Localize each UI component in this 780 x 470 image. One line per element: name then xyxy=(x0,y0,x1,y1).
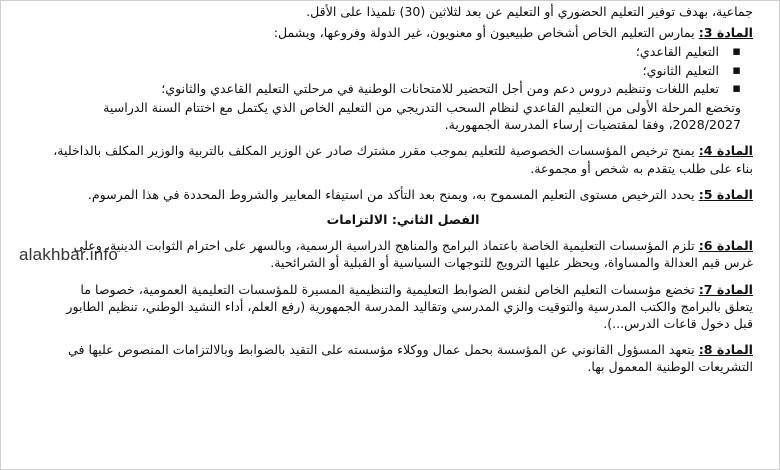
article-8-label: المادة 8: xyxy=(698,342,753,358)
article-3-list xyxy=(53,43,753,97)
watermark: alakhbar.info xyxy=(19,245,119,264)
article-3-label: المادة 3: xyxy=(698,25,753,41)
list-item: ▪ التعليم القاعدي؛ xyxy=(53,43,719,60)
list-item: ▪ التعليم الثانوي؛ xyxy=(53,62,719,79)
list-item: ▪ تعليم اللغات وتنظيم دروس دعم ومن أجل التحضير للامتحانات الوطنية في مرحلتي التعليم القاعدي والثانوي؛ xyxy=(53,80,719,97)
article-4-label: المادة 4: xyxy=(698,143,753,159)
article-5-label: المادة 5: xyxy=(698,186,753,202)
article-7 xyxy=(53,281,753,333)
article-8-text: يتعهد المسؤول القانوني عن المؤسسة بحمل عمال ووكلاء مؤسسته على التقيد بالضوابط وبالالتزامات المنصوص عليها في التشريعات الوطنية المعمول بها. xyxy=(68,342,753,375)
article-5 xyxy=(53,186,753,203)
chapter-title: الفصل الثاني: الالتزامات xyxy=(326,212,480,228)
decree-text xyxy=(53,1,753,470)
article-7-text: تخضع مؤسسات التعليم الخاص لنفس الضوابط التعليمية والتنظيمية المسيرة للمؤسسات التعليمية العمومية، خصوصا ما يتعلق بالبرامج والكتب المدرسية والتوقيت والزي المدرسي وتقاليد المدرسة الجمهورية (رفع العلم، أداء النشيد الوطني، تنظيم الطابور قبل دخول قاعات الدرس...). xyxy=(66,281,753,332)
article-3-note: وتخضع المرحلة الأولى من التعليم القاعدي لنظام السحب التدريجي من التعليم الخاص الذي يكتمل مع اختتام السنة الدراسية 2028/2027، وفقا لمقتضيات إرساء المدرسة الجمهورية. xyxy=(103,100,741,133)
article-3 xyxy=(53,24,753,41)
article-3-text: يمارس التعليم الخاص أشخاص طبيعيون أو معنويون، غير الدولة وفروعها، ويشمل: xyxy=(273,25,699,41)
article-6-label: المادة 6: xyxy=(698,238,753,254)
article-6 xyxy=(53,237,753,271)
article-4-text: يمنح ترخيص المؤسسات الخصوصية للتعليم بموجب مقرر مشترك صادر عن الوزير المكلف بالتربية والوزير المكلف بالداخلية، بناء على طلب يتقدم به شخص أو مجموعة. xyxy=(53,143,753,176)
intro-fragment: جماعية، بهدف توفير التعليم الحضوري أو التعليم عن بعد لثلاثين (30) تلميذا على الأقل. xyxy=(306,4,753,19)
article-5-text: يحدد الترخيص مستوى التعليم المسموح به، ويمنح بعد التأكد من استيفاء المعايير والشروط المحددة في هذا المرسوم. xyxy=(87,186,699,202)
article-8 xyxy=(53,341,753,375)
article-6-text: تلزم المؤسسات التعليمية الخاصة باعتماد البرامج والمناهج الدراسية الرسمية، وبالسهر على احترام الثوابت الدينية، وعلى غرس قيم العدالة والمساواة، ويحظر عليها الترويج للتوجهات السياسية أو القبلية أو الشرائحية. xyxy=(73,238,753,271)
article-7-label: المادة 7: xyxy=(698,281,753,297)
article-4 xyxy=(53,142,753,176)
